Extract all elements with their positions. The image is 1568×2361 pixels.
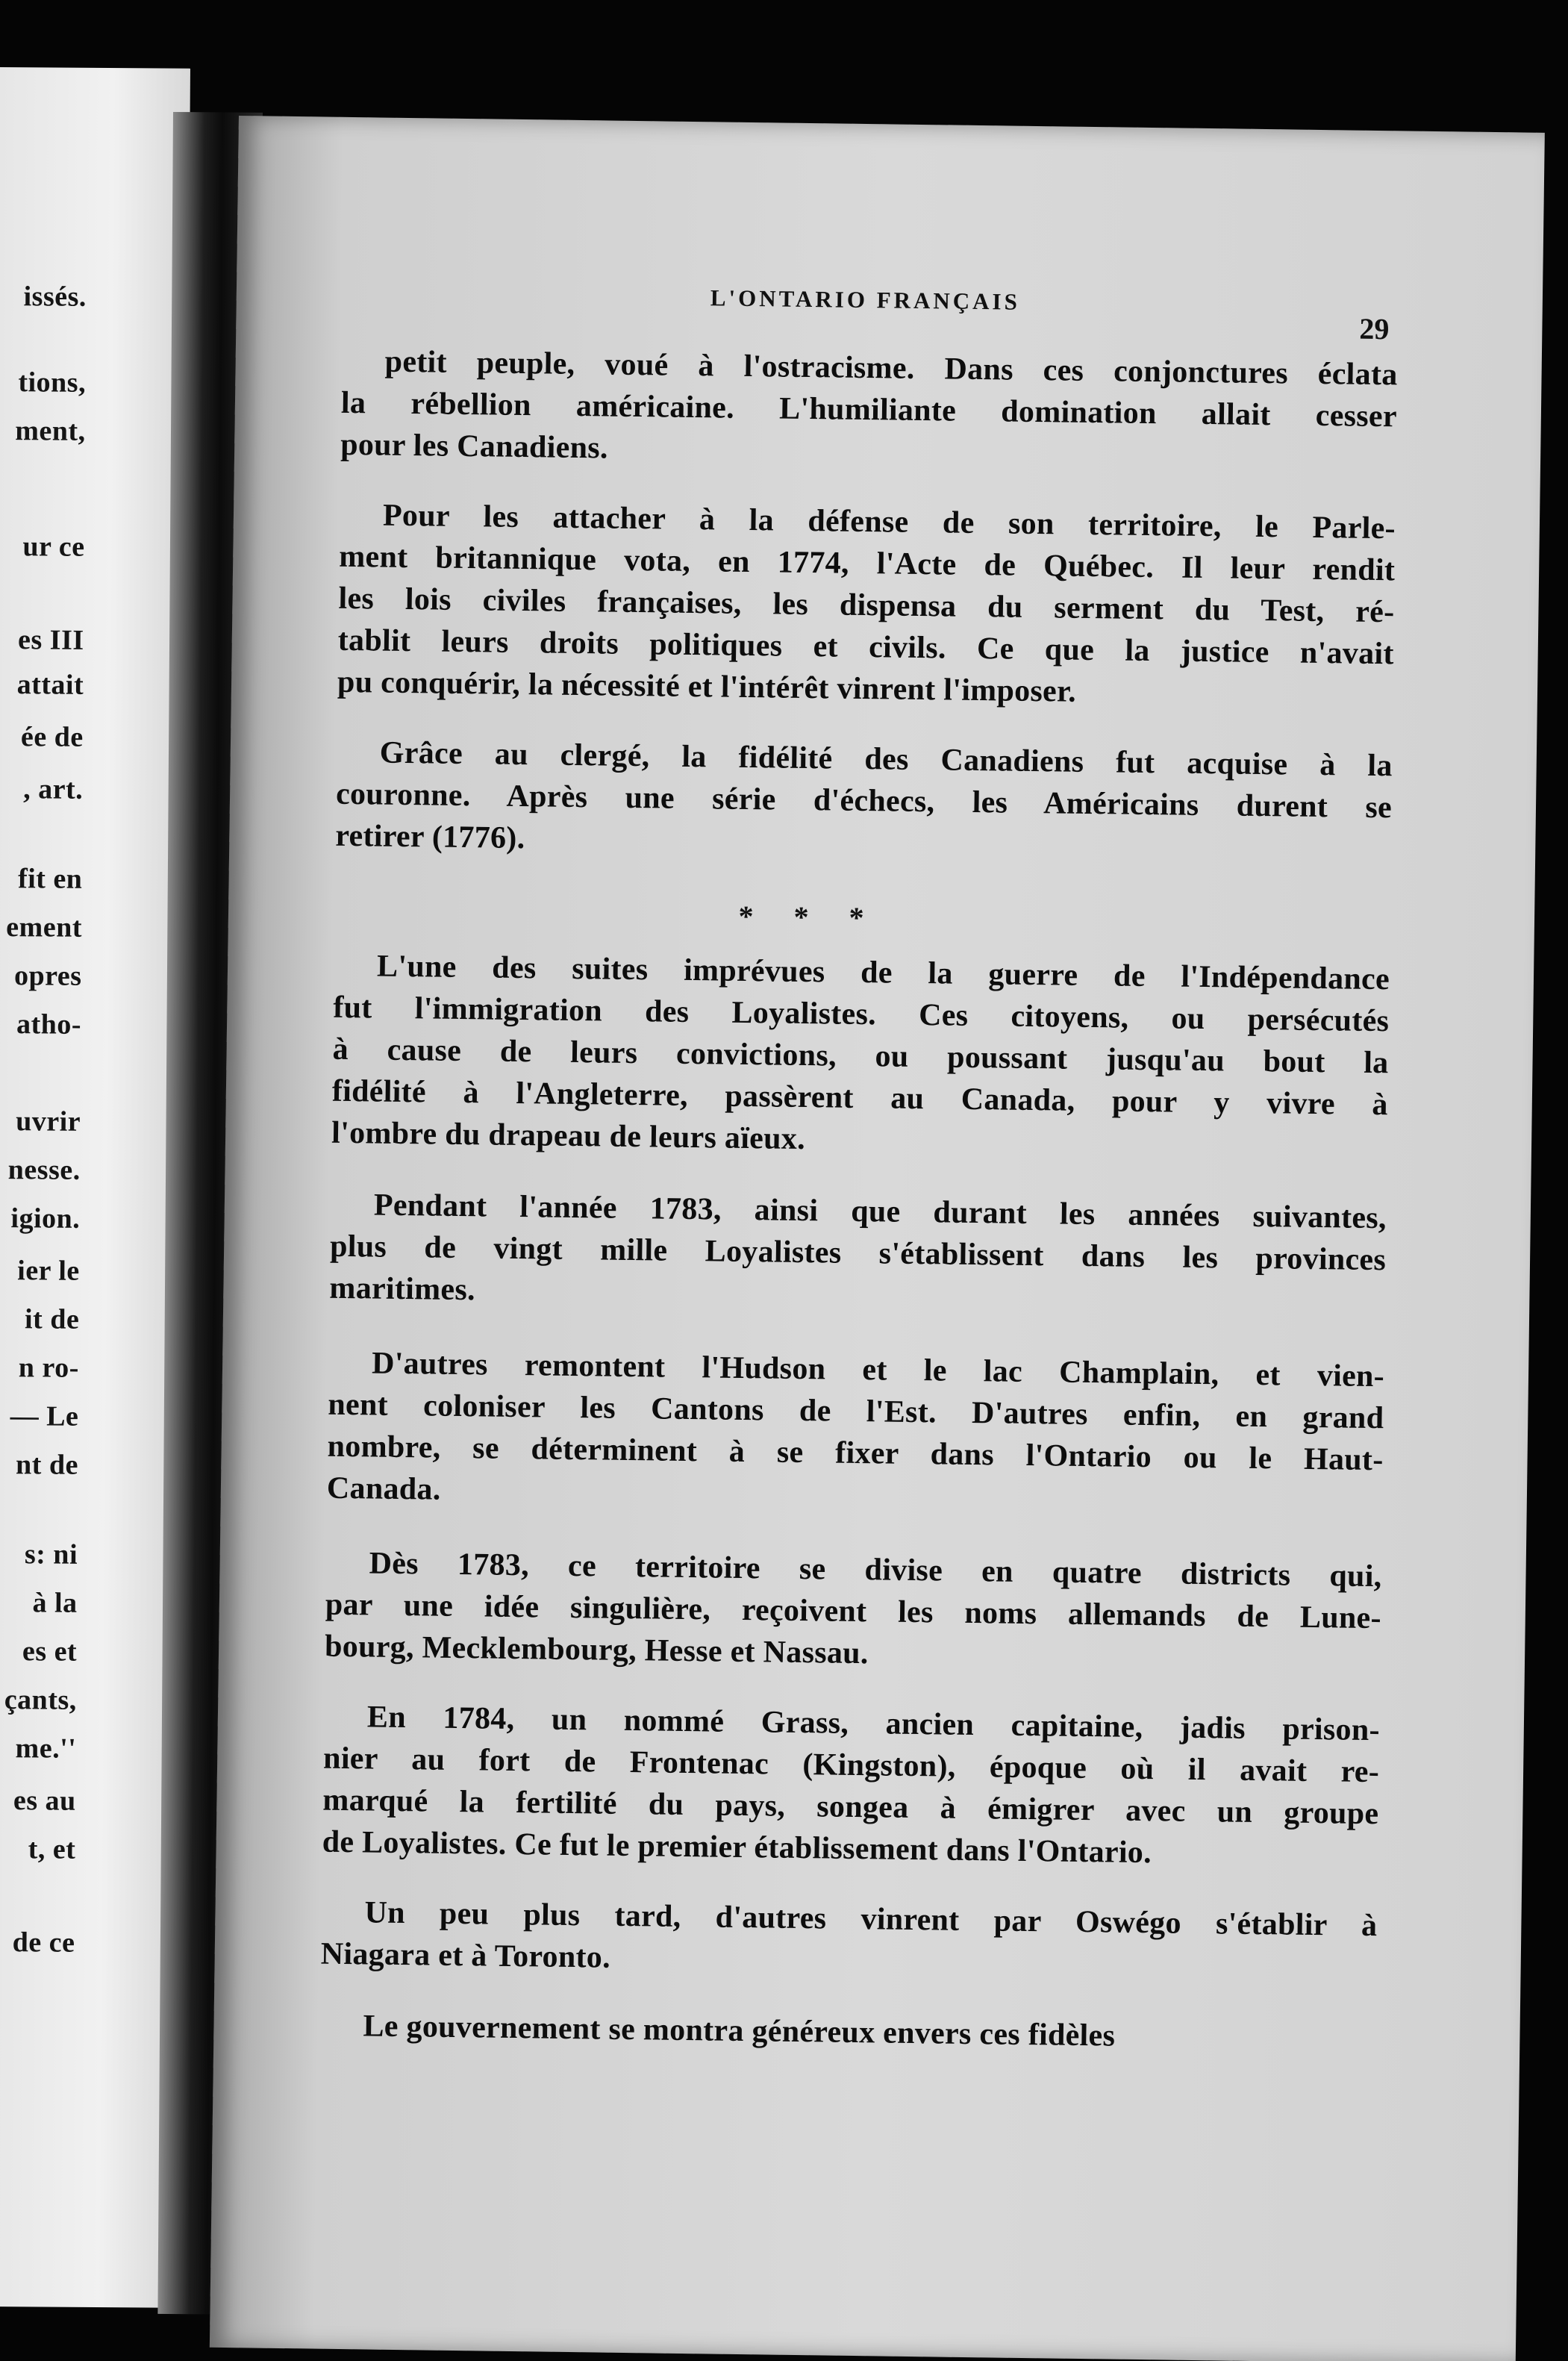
previous-page-line: nesse. xyxy=(7,1154,81,1186)
previous-page-line: attait xyxy=(16,669,84,701)
text-line: Un peu plus tard, d'autres vinrent par Oswégo s'établir à xyxy=(364,1895,1378,1944)
text-line: Dès 1783, ce territoire se divise en quatre districts qui, xyxy=(369,1546,1382,1594)
previous-page-line: es III xyxy=(17,624,84,656)
previous-page-line: ement xyxy=(6,911,83,944)
text-line: Canada. xyxy=(326,1470,441,1507)
running-head: L'ONTARIO FRANÇAIS xyxy=(710,284,1021,315)
previous-page-line: it de xyxy=(24,1303,80,1335)
text-line: tablit leurs droits politiques et civils. Ce que la justice n'avait xyxy=(337,623,1394,672)
previous-page-line: atho- xyxy=(16,1008,82,1041)
previous-page-line: ment, xyxy=(15,415,86,447)
previous-page-line: çants, xyxy=(4,1684,77,1716)
text-line: Niagara et à Toronto. xyxy=(320,1936,611,1975)
text-line: couronne. Après une série d'échecs, les Américains durent se xyxy=(335,776,1393,826)
text-line: Le gouvernement se montra généreux envers ces fidèles xyxy=(363,2009,1116,2053)
text-line: Grâce au clergé, la fidélité des Canadiens fut acquise à la xyxy=(379,735,1393,784)
page-29 xyxy=(210,116,1545,2361)
previous-page-line: opres xyxy=(13,960,82,992)
previous-page-line: t, et xyxy=(28,1833,76,1865)
text-line: à cause de leurs convictions, ou poussant jusqu'au bout la xyxy=(332,1032,1389,1081)
text-line: les lois civiles françaises, les dispensa du serment du Test, ré- xyxy=(338,581,1395,630)
previous-page-line: , art. xyxy=(23,773,84,805)
previous-page-line: nt de xyxy=(15,1449,79,1481)
text-line: nombre, se déterminent à se fixer dans l'Ontario ou le Haut- xyxy=(327,1429,1384,1478)
previous-page-line: es au xyxy=(13,1785,76,1817)
section-divider: * * * xyxy=(738,899,881,935)
previous-page-line: s: ni xyxy=(24,1538,78,1571)
text-line: maritimes. xyxy=(329,1270,476,1308)
previous-page-line: igion. xyxy=(10,1203,81,1235)
text-line: nent coloniser les Cantons de l'Est. D'autres enfin, en grand xyxy=(328,1387,1384,1436)
previous-page-line: ur ce xyxy=(22,531,85,563)
text-line: fut l'immigration des Loyalistes. Ces citoyens, ou persécutés xyxy=(333,990,1390,1039)
previous-page-line: es et xyxy=(22,1635,78,1668)
text-line: la rébellion américaine. L'humiliante domination allait cesser xyxy=(340,385,1398,434)
previous-page-line: — Le xyxy=(10,1400,79,1432)
text-line: marqué la fertilité du pays, songea à émigrer avec un groupe xyxy=(322,1783,1379,1832)
text-line: En 1784, un nommé Grass, ancien capitaine, jadis prison- xyxy=(366,1700,1381,1748)
text-line: bourg, Mecklembourg, Hesse et Nassau. xyxy=(324,1629,869,1671)
text-line: petit peuple, voué à l'ostracisme. Dans ces conjonctures éclata xyxy=(384,344,1398,393)
previous-page-line: tions, xyxy=(18,367,87,399)
text-line: ment britannique vota, en 1774, l'Acte de Québec. Il leur rendit xyxy=(338,539,1396,588)
previous-page-line: à la xyxy=(32,1587,78,1619)
text-line: pour les Canadiens. xyxy=(340,427,609,466)
previous-page-line: de ce xyxy=(12,1927,75,1959)
previous-page-line: uvrir xyxy=(16,1105,81,1138)
previous-page-line: me.'' xyxy=(15,1732,77,1765)
text-line: nier au fort de Frontenac (Kingston), époque où il avait re- xyxy=(322,1741,1380,1790)
text-line: l'ombre du drapeau de leurs aïeux. xyxy=(331,1115,806,1157)
text-line: Pour les attacher à la défense de son territoire, le Parle- xyxy=(382,498,1396,546)
page-number: 29 xyxy=(1359,311,1390,346)
previous-page-line: ée de xyxy=(20,721,84,753)
text-line: pu conquérir, la nécessité et l'intérêt vinrent l'imposer. xyxy=(337,664,1077,709)
text-line: retirer (1776). xyxy=(335,818,525,856)
previous-page-text xyxy=(0,67,190,1959)
previous-page-line: ier le xyxy=(17,1255,80,1287)
previous-page-line: n ro- xyxy=(18,1352,79,1384)
text-line: fidélité à l'Angleterre, passèrent au Canada, pour y vivre à xyxy=(331,1073,1389,1123)
previous-page-line: issés. xyxy=(23,281,87,313)
previous-page-line: fit en xyxy=(17,863,83,895)
text-line: de Loyalistes. Ce fut le premier établissement dans l'Ontario. xyxy=(322,1824,1152,1871)
text-line: Pendant l'année 1783, ainsi que durant les années suivantes, xyxy=(373,1188,1387,1236)
text-line: plus de vingt mille Loyalistes s'établissent dans les provinces xyxy=(329,1229,1387,1278)
text-line: L'une des suites imprévues de la guerre de l'Indépendance xyxy=(376,949,1390,997)
text-line: par une idée singulière, reçoivent les noms allemands de Lune- xyxy=(325,1587,1382,1636)
text-line: D'autres remontent l'Hudson et le lac Champlain, et vien- xyxy=(371,1346,1385,1394)
